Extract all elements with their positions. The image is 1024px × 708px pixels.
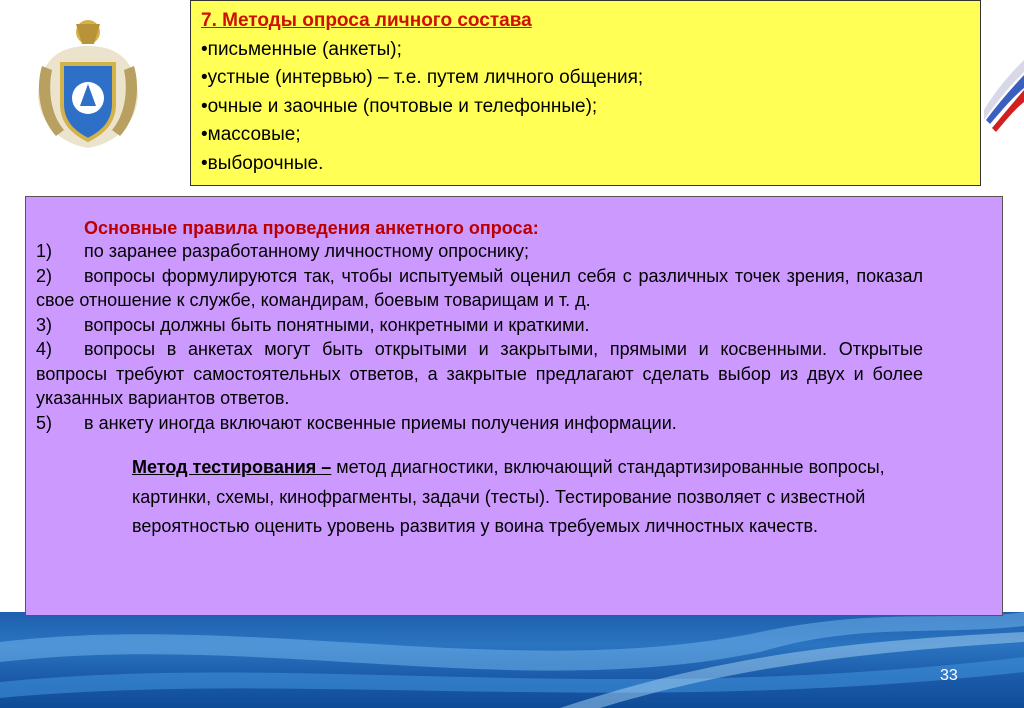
slide-footer-background <box>0 612 1024 708</box>
testing-method-term: Метод тестирования – <box>132 457 332 477</box>
rule-text: вопросы формулируются так, чтобы испытуемый оценил себя с различных точек зрения, показал свое отношение к службе, командирам, боевым товарищам и т. д. <box>36 265 923 310</box>
military-academy-emblem-icon <box>28 6 148 151</box>
survey-method-item: •устные (интервью) – т.е. путем личного общения; <box>201 67 644 88</box>
rule-item <box>36 239 923 264</box>
rule-number: 4) <box>36 339 53 359</box>
survey-method-item: •выборочные. <box>201 152 324 174</box>
testing-method-definition: метод диагностики, включающий стандартизированные вопросы, картинки, схемы, кинофрагменты, задачи (тесты). Тестирование позволяет с известной вероятностью оценить уровень развития у воина требуемых личностных качеств. <box>132 457 885 536</box>
survey-method-item: •массовые; <box>201 124 301 145</box>
testing-method-paragraph <box>36 453 923 542</box>
rule-text: по заранее разработанному личностному опроснику; <box>84 241 530 261</box>
emblem <box>28 6 148 151</box>
rules-title: Основные правила проведения анкетного опроса: <box>84 218 539 238</box>
survey-methods-box <box>190 0 981 186</box>
slide-number: 33 <box>940 667 958 684</box>
survey-method-item: •очные и заочные (почтовые и телефонные); <box>201 95 598 117</box>
rule-text: вопросы должны быть понятными, конкретными и краткими. <box>84 314 590 335</box>
survey-methods-title: 7. Методы опроса личного состава <box>201 10 532 31</box>
survey-method-item: •письменные (анкеты); <box>201 38 402 60</box>
rule-text: в анкету иногда включают косвенные приемы получения информации. <box>84 412 677 433</box>
rule-item <box>36 264 923 313</box>
rule-number: 2) <box>36 265 53 286</box>
wave-decoration <box>0 612 1024 708</box>
rule-number: 1) <box>36 241 53 261</box>
rule-number: 3) <box>36 314 53 335</box>
rule-item <box>36 313 923 338</box>
flag-stripes-decoration <box>984 20 1024 150</box>
rule-text: вопросы в анкетах могут быть открытыми и закрытыми, прямыми и косвенными. Открытые вопросы требуют самостоятельных ответов, а закрытые предлагают сделать выбор из двух и более указанных вариантов ответов. <box>36 339 923 408</box>
rule-number: 5) <box>36 412 53 433</box>
questionnaire-rules-box <box>25 196 1003 616</box>
rule-item <box>36 411 923 436</box>
rule-item <box>36 337 923 411</box>
